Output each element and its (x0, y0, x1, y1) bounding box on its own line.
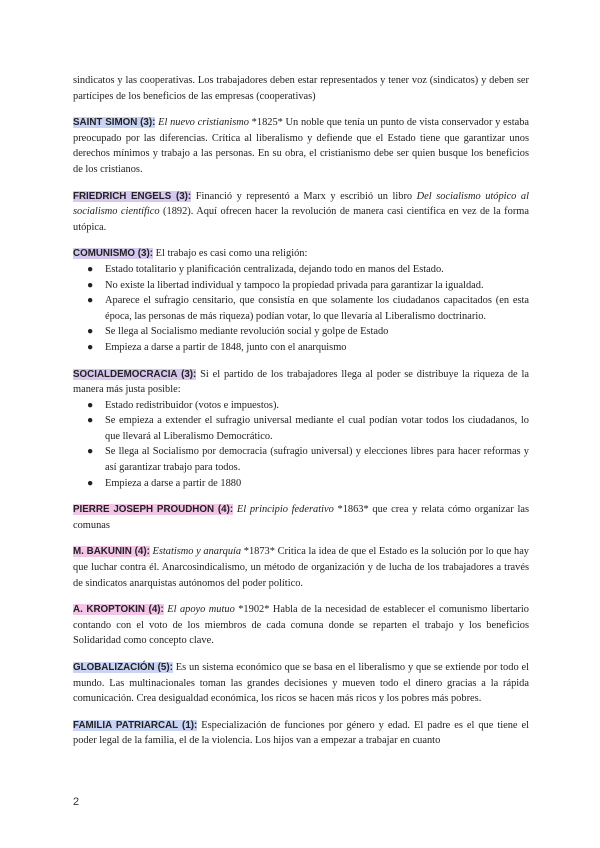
bullet-icon: ● (87, 279, 94, 291)
proudhon-text: *1863* que crea y relata cómo organizar las comunas (73, 504, 529, 531)
bakunin-work: Estatismo y anarquía (152, 546, 242, 558)
saint-simon-text: *1825* Un noble que tenía un punto de vista conservador y estaba preocupado por las diferencias. Crítica al liberalismo y defiende que el Estado tiene que garantizar unos derechos mínimos y trabajo a las personas. En su obra, el cristianismo debe ser quien busque los beneficios de los cristianos. (73, 117, 530, 175)
familia-text: Especialización de funciones por género y edad. El padre es el que tiene el poder legal de la familia, el de la violencia. Los hijos van a empezar a trabajar en cuanto (73, 719, 529, 747)
bullet-icon: ● (87, 295, 94, 307)
list-item-text: Se llega al Socialismo por democracia (sufragio universal) y elecciones libres para hacer reformas y así garantizar trabajo para todos. (105, 446, 529, 474)
list-item-text: Se empieza a extender el sufragio universal mediante el cual podían votar todos los ciudadanos, lo que llevará al Liberalismo Democrático. (105, 415, 529, 442)
list-item-text: Estado totalitario y planificación centralizada, dejando todo en manos del Estado. (105, 263, 444, 275)
familia-heading: FAMILIA PATRIARCAL (1): (73, 719, 198, 731)
list-item-text: Estado redistribuidor (votos e impuestos). (105, 399, 280, 411)
saint-simon-heading: SAINT SIMON (3): (73, 117, 156, 129)
list-item-text: Se llega al Socialismo mediante revolución social y golpe de Estado (105, 326, 389, 338)
list-item (73, 262, 529, 278)
kropotkin-paragraph (73, 602, 529, 649)
bullet-icon: ● (87, 341, 94, 353)
list-item-text: Empieza a darse a partir de 1848, junto con el anarquismo (105, 341, 347, 353)
comunismo-heading: COMUNISMO (3): (73, 248, 154, 260)
familia-paragraph (73, 718, 529, 749)
engels-work: Del socialismo utópico al socialismo científico (73, 190, 529, 218)
globalizacion-paragraph (73, 660, 529, 707)
kropotkin-text: *1902* Habla de la necesidad de establecer el comunismo libertario contando con el voto de los miembros de cada comuna donde se reparten el trabajo y los beneficios Solidaridad como concepto clave. (73, 604, 529, 647)
engels-text-after: (1892). Aquí ofrecen hacer la revolución de manera casi científica en vez de la forma utópica. (73, 206, 529, 233)
proudhon-paragraph (73, 502, 529, 533)
list-item (73, 398, 529, 414)
list-item (73, 324, 529, 340)
bullet-icon: ● (87, 446, 94, 458)
page-number: 2 (73, 796, 80, 808)
saint-simon-work: El nuevo cristianismo (158, 117, 249, 129)
comunismo-list (73, 262, 529, 356)
socialdemocracia-intro (73, 367, 529, 398)
list-item-text: Aparece el sufragio censitario, que consistía en que solamente los ciudadanos capacitados (en esta época, las personas de más riqueza) podían votar, lo que llevaría al Liberalismo doctrinario. (105, 295, 529, 322)
socialdemocracia-list (73, 398, 529, 492)
proudhon-heading: PIERRE JOSEPH PROUDHON (4): (73, 504, 234, 516)
engels-heading: FRIEDRICH ENGELS (3): (73, 190, 192, 202)
globalizacion-text: Es un sistema económico que se basa en el liberalismo y que se extiende por todo el mundo. Las multinacionales toman las grandes decisiones y mueven todo el dinero gracias a la rápida comunicación. Crea desigualdad económica, los ricos se hacen más ricos y los pobres más pobres. (73, 662, 529, 705)
bullet-icon: ● (87, 477, 94, 489)
bakunin-text: *1873* Critica la idea de que el Estado es la solución por lo que hay que luchar contra él. Anarcosindicalismo, un método de organización y de lucha de los trabajadores a través de sindicatos anarquistas autónomos del poder político. (73, 546, 530, 589)
list-item (73, 293, 529, 324)
list-item (73, 278, 529, 294)
list-item-text: Empieza a darse a partir de 1880 (105, 477, 242, 489)
proudhon-work: El principio federativo (236, 504, 334, 516)
bakunin-paragraph (73, 544, 529, 591)
list-item-text: No existe la libertad individual y tampoco la propiedad privada para garantizar la igualdad. (105, 279, 484, 291)
comunismo-section (73, 246, 529, 355)
list-item (73, 340, 529, 356)
bullet-icon: ● (87, 399, 94, 411)
list-item (73, 413, 529, 444)
bakunin-heading: M. BAKUNIN (4): (73, 546, 150, 558)
kropotkin-heading: A. KROPTOKIN (4): (73, 604, 164, 616)
socialdemocracia-heading: SOCIALDEMOCRACIA (3): (73, 368, 197, 380)
comunismo-text: El trabajo es casi como una religión: (153, 248, 308, 260)
bullet-icon: ● (87, 263, 94, 275)
engels-paragraph (73, 189, 529, 236)
list-item (73, 476, 529, 492)
kropotkin-work: El apoyo mutuo (167, 604, 235, 616)
engels-text-before: Financió y representó a Marx y escribió un libro (191, 190, 417, 202)
page-content (73, 73, 529, 760)
saint-simon-paragraph (73, 115, 529, 177)
bullet-icon: ● (87, 326, 94, 338)
list-item (73, 444, 529, 475)
comunismo-intro (73, 246, 529, 262)
globalizacion-heading: GLOBALIZACIÓN (5): (73, 662, 173, 673)
bullet-icon: ● (87, 415, 94, 427)
intro-paragraph: sindicatos y las cooperativas. Los trabajadores deben estar representados y tener voz (sindicatos) y deben ser partícipes de los beneficios de las empresas (cooperativas) (73, 75, 529, 102)
socialdemocracia-section (73, 367, 529, 492)
socialdemocracia-text: Si el partido de los trabajadores llega al poder se distribuye la riqueza de la manera más justa posible: (73, 368, 529, 396)
